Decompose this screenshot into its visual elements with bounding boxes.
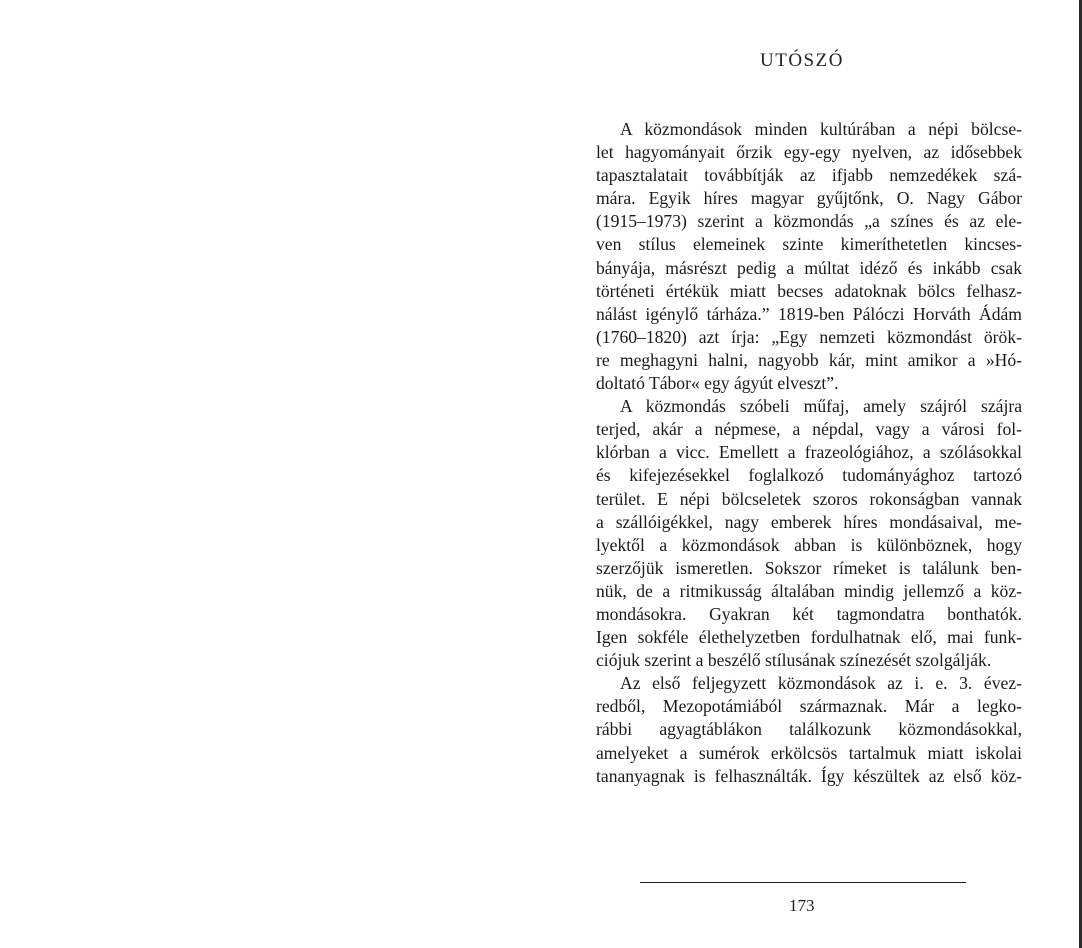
text-line: (1760–1820) azt írja: „Egy nemzeti közmondást örök-: [596, 326, 1022, 347]
text-line: redből, Mezopotámiából származnak. Már a legko-: [596, 696, 1022, 717]
text-line: a szállóigékkel, nagy emberek híres mondásaival, me-: [596, 511, 1022, 532]
text-line: A közmondás szóbeli műfaj, amely szájról szájra: [620, 396, 1022, 417]
text-line: amelyeket a sumérok erkölcsös tartalmuk miatt iskolai: [596, 742, 1022, 763]
text-line: klórban a vicc. Emellett a frazeológiához, a szólásokkal: [596, 442, 1022, 463]
text-line: mára. Egyik híres magyar gyűjtőnk, O. Nagy Gábor: [596, 188, 1022, 209]
text-line: ciójuk szerint a beszélő stílusának színezését szolgálják.: [596, 650, 992, 671]
text-line: re meghagyni halni, nagyobb kár, mint amikor a »Hó-: [596, 349, 1022, 370]
text-line: tapasztalatait továbbítják az ifjabb nemzedékek szá-: [596, 165, 1022, 186]
text-line: nálást igénylő tárháza.” 1819-ben Pálóczi Horváth Ádám: [596, 303, 1022, 324]
text-line: let hagyományait őrzik egy-egy nyelven, az idősebbek: [596, 142, 1022, 163]
text-line: szerzőjük ismeretlen. Sokszor rímeket is találunk ben-: [596, 557, 1022, 578]
text-line: terület. E népi bölcseletek szoros rokonságban vannak: [596, 488, 1022, 509]
text-line: bányája, másrészt pedig a múltat idéző és inkább csak: [596, 257, 1022, 278]
text-line: ven stílus elemeinek szinte kimeríthetetlen kincses-: [596, 234, 1022, 255]
text-line: A közmondások minden kultúrában a népi bölcse-: [620, 119, 1022, 139]
text-line: terjed, akár a népmese, a népdal, vagy a városi fol-: [596, 419, 1022, 440]
text-line: lyektől a közmondások abban is különböznek, hogy: [596, 534, 1022, 555]
text-line: (1915–1973) szerint a közmondás „a színes és az ele-: [596, 211, 1022, 232]
text-line: rábbi agyagtáblákon találkozunk közmondásokkal,: [596, 719, 1022, 740]
text-line: történeti értékük miatt becses adatoknak bölcs felhasz-: [596, 280, 1022, 301]
chapter-title: UTÓSZÓ: [760, 50, 844, 71]
text-line: tananyagnak is felhasználták. Így készültek az első köz-: [596, 765, 1022, 786]
text-line: és kifejezésekkel foglalkozó tudományághoz tartozó: [596, 465, 1022, 486]
footer-rule: [640, 882, 966, 883]
text-line: doltató Tábor« egy ágyút elveszt”.: [596, 373, 839, 394]
text-line: Az első feljegyzett közmondások az i. e. 3. évez-: [620, 673, 1022, 694]
body-text: [596, 118, 1022, 788]
text-line: Igen sokféle élethelyzetben fordulhatnak elő, mai funk-: [596, 627, 1022, 648]
page-number: 173: [789, 896, 815, 915]
text-line: mondásokra. Gyakran két tagmondatra bonthatók.: [596, 603, 1022, 624]
text-line: nük, de a ritmikusság általában mindig jellemző a köz-: [596, 580, 1022, 601]
